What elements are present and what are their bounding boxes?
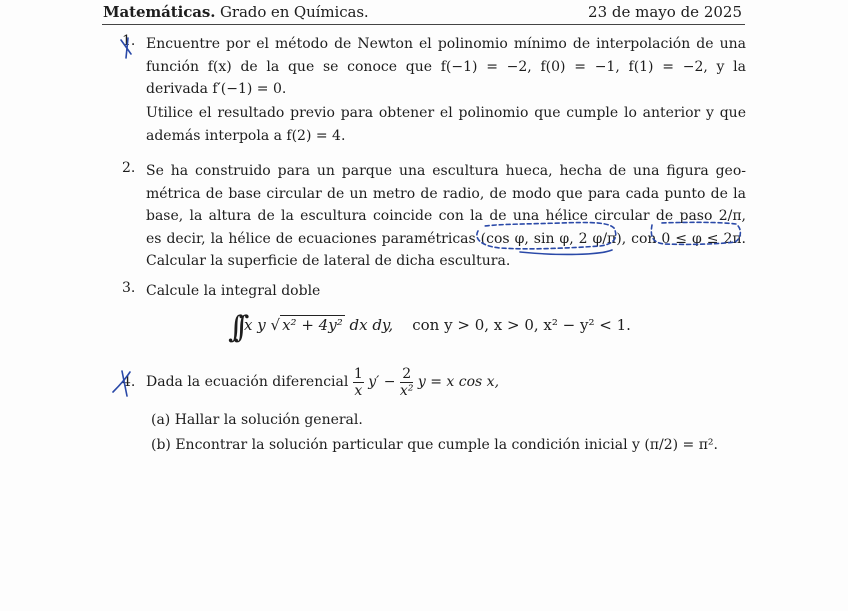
integral-sign: ∫∫ — [228, 310, 240, 345]
course-title — [103, 3, 369, 21]
equation-term: y′ − — [368, 374, 396, 390]
problem-3-line: Calcule la integral doble — [146, 283, 321, 299]
header-rule — [102, 24, 745, 25]
problem-2-line: Se ha construido para un parque una escultura hueca, hecha de una figura geo- — [146, 163, 746, 179]
problem-2-line: es decir, la hélice de ecuaciones paramétricas (cos φ, sin φ, 2 φ/π), con 0 ≤ φ ≤ 2π. — [146, 230, 746, 247]
problem-4-intro: Dada la ecuación diferencial — [146, 374, 349, 390]
frac-denominator: x — [354, 382, 363, 399]
problem-4-number: 4. — [122, 374, 136, 390]
sqrt-sign: √ — [270, 316, 281, 334]
exam-date: 23 de mayo de 2025 — [588, 3, 742, 21]
course-bold: Matemáticas. — [103, 3, 216, 21]
problem-2-line: Calcular la superficie de lateral de dicha escultura. — [146, 253, 511, 269]
problem-1-text — [146, 33, 746, 101]
problem-3-number: 3. — [122, 280, 136, 296]
problem-1-line: derivada f′(−1) = 0. — [146, 81, 287, 97]
fraction-2-over-x2 — [400, 366, 414, 399]
problem-2-text — [146, 160, 746, 273]
integrand: x y — [244, 316, 266, 334]
problem-2-number: 2. — [122, 160, 136, 176]
problem-1-text-2 — [146, 102, 746, 147]
frac-numerator: 1 — [353, 365, 363, 382]
frac-denominator: x² — [399, 382, 414, 399]
double-integral — [228, 310, 631, 345]
problem-1-line: además interpola a f(2) = 4. — [146, 127, 346, 144]
course-degree: Grado en Químicas. — [220, 3, 369, 21]
problem-4-equation — [146, 362, 746, 402]
frac-numerator: 2 — [400, 366, 414, 383]
problem-2-line: métrica de base circular de un metro de radio, de modo que para cada punto de la — [146, 185, 746, 202]
problem-3-text — [146, 280, 746, 303]
problem-1-line: Utilice el resultado previo para obtener el polinomio que cumple lo anterior y que — [146, 105, 746, 121]
fraction-1-over-x — [353, 366, 364, 399]
problem-1-line: función f(x) de la que se conoce que f(−1) = −2, f(0) = −1, f(1) = −2, y la — [146, 58, 746, 75]
problem-1-line: Encuentre por el método de Newton el polinomio mínimo de interpolación de una — [146, 36, 746, 52]
integral-domain: con y > 0, x > 0, x² − y² < 1. — [412, 316, 631, 334]
sqrt-radicand: x² + 4y² — [282, 316, 343, 334]
differentials: dx dy, — [349, 316, 394, 334]
problem-1-number: 1. — [122, 33, 136, 49]
problem-2-line: base, la altura de la escultura coincide con la de una hélice circular de paso 2/π, — [146, 208, 746, 224]
part-a: (a) Hallar la solución general. — [151, 412, 363, 428]
part-b: (b) Encontrar la solución particular que cumple la condición inicial y (π/2) = π². — [151, 437, 718, 453]
equation-rhs: y = x cos x, — [417, 374, 500, 390]
